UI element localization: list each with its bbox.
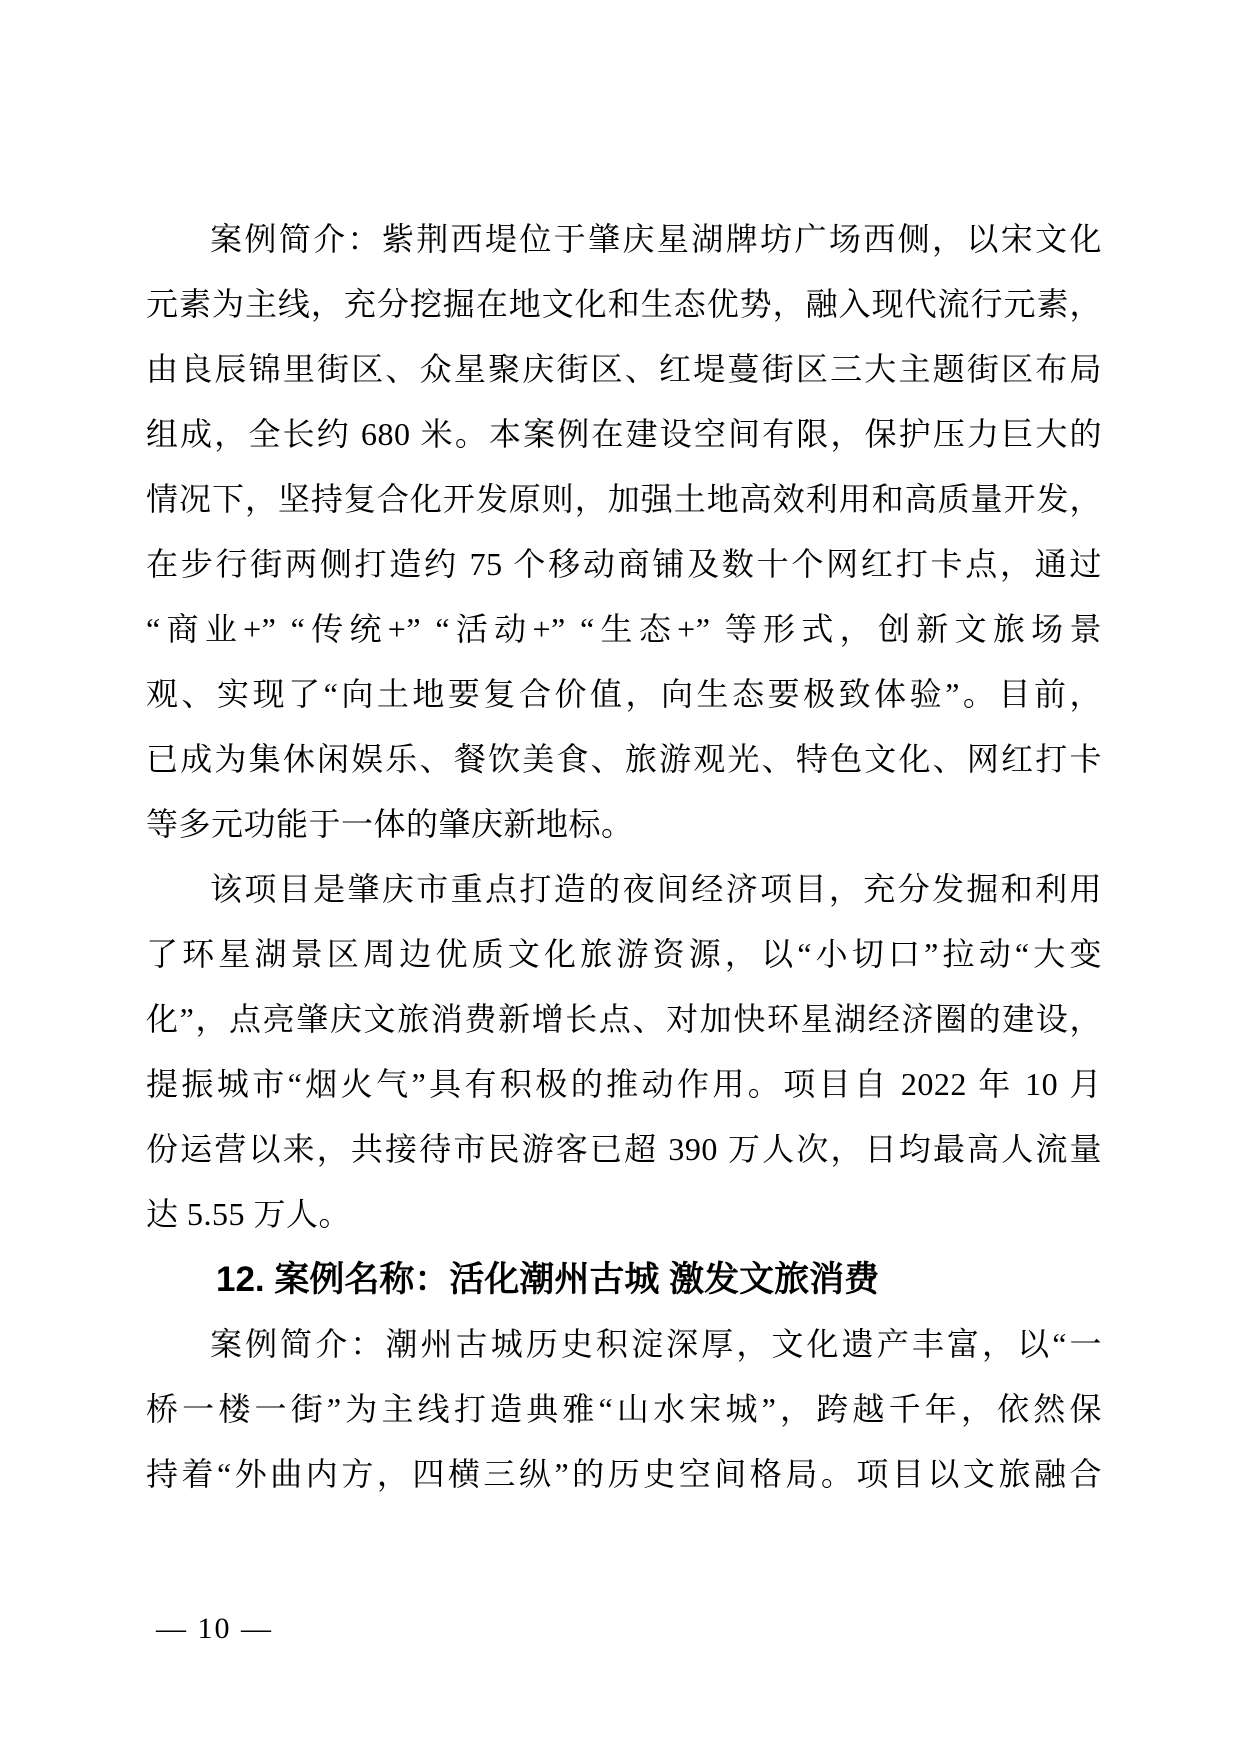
text-line: 提振城市“烟火气”具有积极的推动作用。项目自 2022 年 10 月 xyxy=(146,1066,1102,1102)
text-line: 了环星湖景区周边优质文化旅游资源，以“小切口”拉动“大变 xyxy=(146,936,1102,972)
text-line: 情况下，坚持复合化开发原则，加强土地高效利用和高质量开发， xyxy=(146,481,1102,517)
text-line: 已成为集休闲娱乐、餐饮美食、旅游观光、特色文化、网红打卡 xyxy=(146,741,1102,777)
text-line: 案例简介：紫荆西堤位于肇庆星湖牌坊广场西侧，以宋文化 xyxy=(210,221,1102,257)
text-line: 持着“外曲内方，四横三纵”的历史空间格局。项目以文旅融合 xyxy=(146,1456,1102,1492)
text-line: 等多元功能于一体的肇庆新地标。 xyxy=(146,806,634,842)
text-line: “商业+” “传统+” “活动+” “生态+” 等形式，创新文旅场景 xyxy=(146,611,1102,647)
text-line: 在步行街两侧打造约 75 个移动商铺及数十个网红打卡点，通过 xyxy=(146,546,1102,582)
body-text-block xyxy=(146,207,1102,1507)
text-line: 组成，全长约 680 米。本案例在建设空间有限，保护压力巨大的 xyxy=(146,416,1102,452)
text-line: 元素为主线，充分挖掘在地文化和生态优势，融入现代流行元素， xyxy=(146,286,1102,322)
text-line: 化”，点亮肇庆文旅消费新增长点、对加快环星湖经济圈的建设， xyxy=(146,1001,1102,1037)
text-line: 观、实现了“向土地要复合价值，向生态要极致体验”。目前， xyxy=(146,676,1102,712)
text-line: 案例简介：潮州古城历史积淀深厚，文化遗产丰富，以“一 xyxy=(210,1326,1102,1362)
page-number-footer: — 10 — xyxy=(156,1612,273,1645)
text-line: 由良辰锦里街区、众星聚庆街区、红堤蔓街区三大主题街区布局 xyxy=(146,351,1102,387)
text-line: 桥一楼一街”为主线打造典雅“山水宋城”，跨越千年，依然保 xyxy=(146,1391,1102,1427)
text-line: 达 5.55 万人。 xyxy=(146,1196,352,1232)
text-line: 份运营以来，共接待市民游客已超 390 万人次，日均最高人流量 xyxy=(146,1131,1102,1167)
text-line: 该项目是肇庆市重点打造的夜间经济项目，充分发掘和利用 xyxy=(210,871,1102,907)
section-heading: 12. 案例名称：活化潮州古城 激发文旅消费 xyxy=(216,1260,880,1299)
